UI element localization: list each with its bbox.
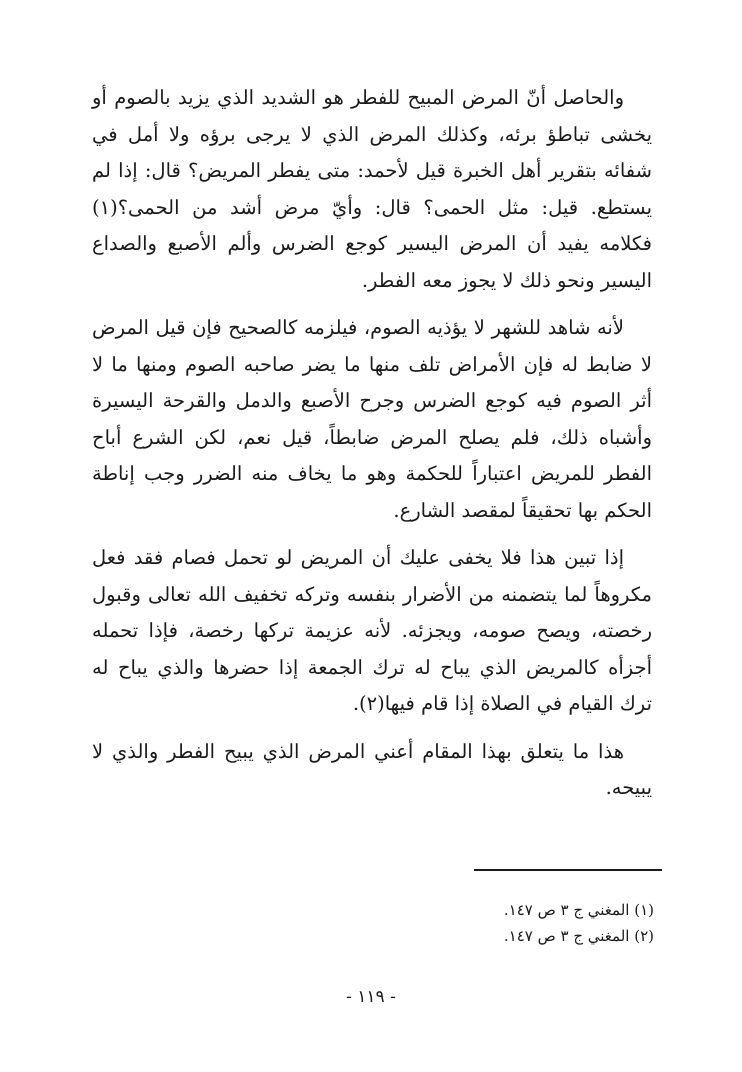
footnote-separator <box>474 869 662 871</box>
paragraph-1: والحاصل أنّ المرض المبيح للفطر هو الشديد الذي يزيد بالصوم أو يخشى تباطؤ برئه، وكذلك المرض الذي لا يرجى برؤه ولا أمل في شفائه بتقرير أهل الخبرة قيل لأحمد: متى يفطر المريض؟ قال: إذا لم يستطع. قيل: مثل الحمى؟ قال: وأيّ مرض أشد من الحمى؟(١) فكلامه يفيد أن المرض اليسير كوجع الضرس وألم الأصبع والصداع اليسير ونحو ذلك لا يجوز معه الفطر. <box>92 86 652 292</box>
paragraph-2: لأنه شاهد للشهر لا يؤذيه الصوم، فيلزمه كالصحيح فإن قيل المرض لا ضابط له فإن الأمراض تلف منها ما يضر صاحبه الصوم ومنها ما لا أثر الصوم فيه كوجع الضرس وجرح الأصبع والدمل والقرحة اليسيرة وأشباه ذلك، فلم يصلح المرض ضابطاً، قيل نعم، لكن الشرع أباح الفطر للمريض اعتباراً للحكمة وهو ما يخاف منه الضرر وجب إناطة الحكم بها تحقيقاً لمقصد الشارع. <box>92 316 652 522</box>
footnote-2: (٢) المغني ج ٣ ص ١٤٧. <box>503 927 654 945</box>
paragraph-3: إذا تبين هذا فلا يخفى عليك أن المريض لو تحمل فصام فقد فعل مكروهاً لما يتضمنه من الأضرار بنفسه وتركه تخفيف الله تعالى وقبول رخصته، ويصح صومه، ويجزئه. لأنه عزيمة تركها رخصة، فإذا تحمله أجزأه كالمريض الذي يباح له ترك الجمعة إذا حضرها والذي يباح له ترك القيام في الصلاة إذا قام فيها(٢). <box>92 546 652 715</box>
page-body <box>92 80 652 807</box>
paragraph-4: هذا ما يتعلق بهذا المقام أعني المرض الذي يبيح الفطر والذي لا يبيحه. <box>92 739 652 799</box>
footnote-1: (١) المغني ج ٣ ص ١٤٧. <box>503 901 654 919</box>
footnotes <box>354 897 654 949</box>
page-number: - ١١٩ - <box>346 987 396 1007</box>
